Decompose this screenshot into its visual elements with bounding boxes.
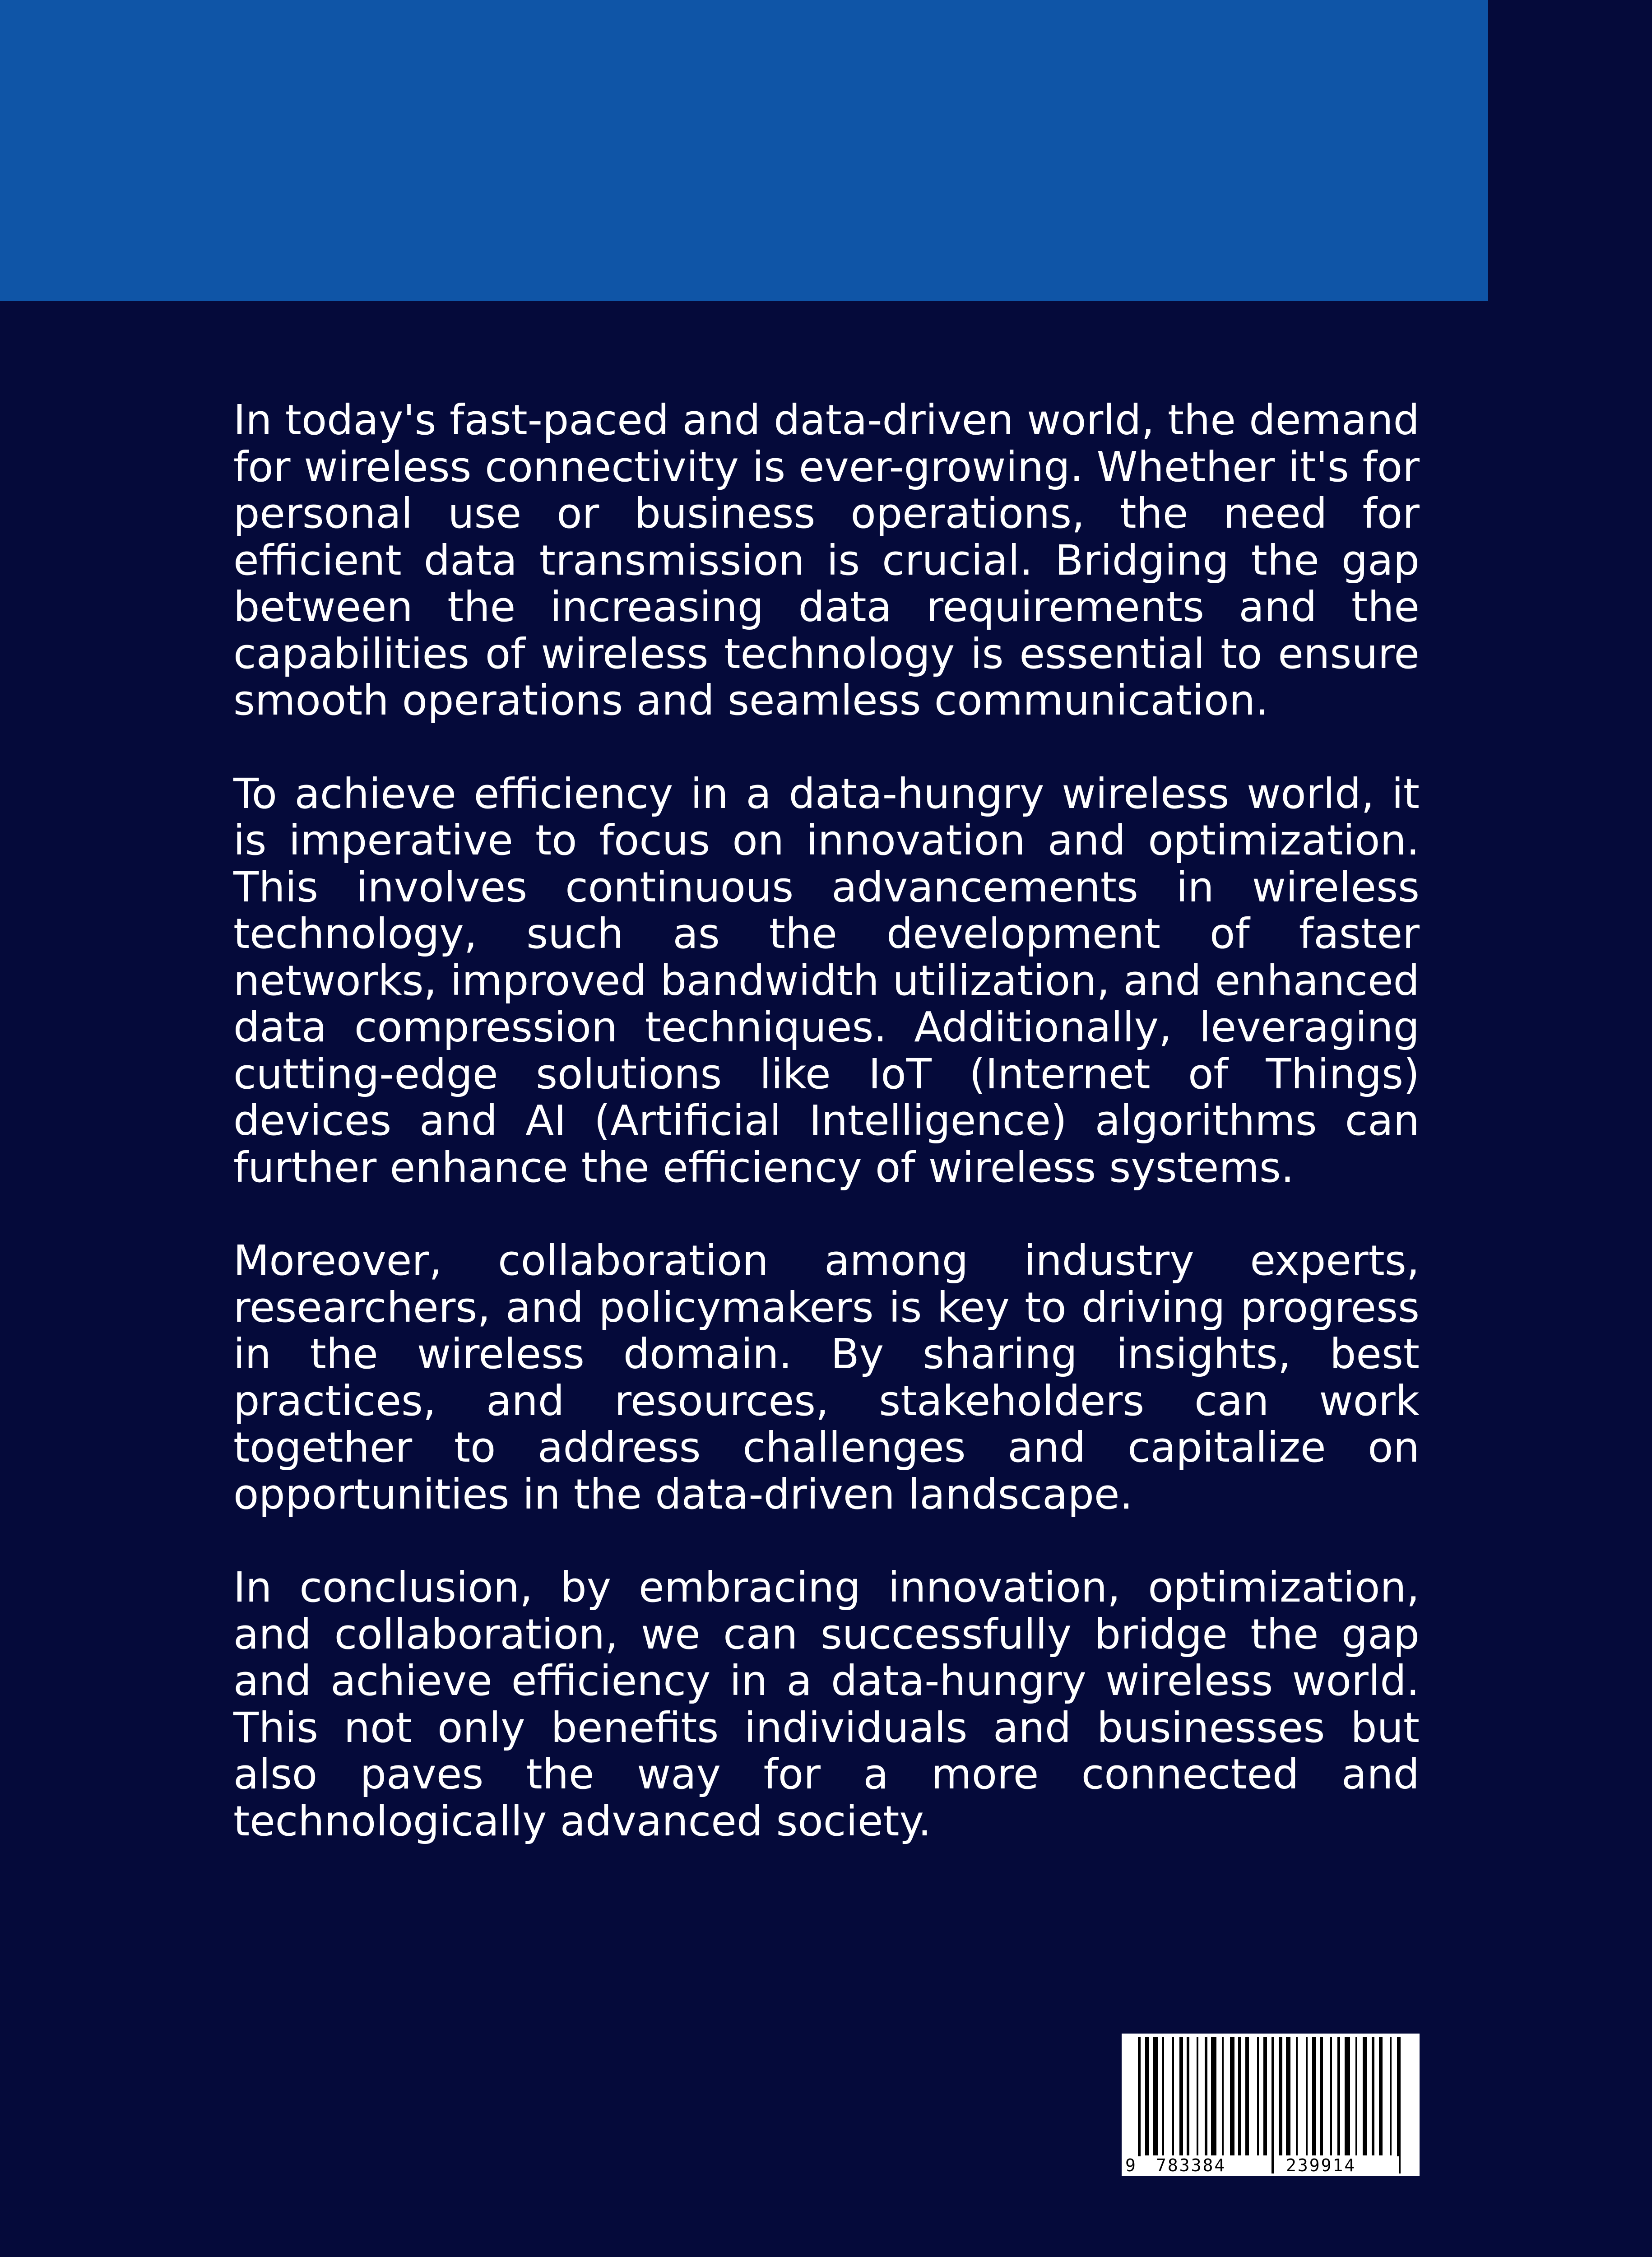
barcode-right-digits: 239914 (1286, 2156, 1399, 2174)
barcode-bar (1390, 2037, 1392, 2155)
description-paragraph-4: In conclusion, by embracing innovation, optimization, and collaboration, we can successfully bridge the gap and achieve efficiency in a data-hungry wireless world. This not only benefits individuals and businesses but also paves the way for a more connected and technologically advanced society. (233, 1563, 1420, 1845)
barcode-lead-digit: 9 (1125, 2156, 1141, 2174)
barcode-bar (1330, 2037, 1332, 2155)
barcode-bar (1271, 2037, 1274, 2173)
barcode-bar (1306, 2037, 1308, 2155)
description-paragraph-1: In today's fast-paced and data-driven world, the demand for wireless connectivity is ever-growing. Whether it's for personal use or business operations, the need for efficient data transmission is crucial. Bridging the gap between the increasing data requirements and the capabilities of wireless technology is essential to ensure smooth operations and seamless communication. (233, 396, 1420, 724)
barcode-bar (1296, 2037, 1298, 2155)
barcode-bar (1222, 2037, 1224, 2155)
barcode-bar (1197, 2037, 1198, 2155)
barcode-bar (1153, 2037, 1158, 2155)
barcode-bar (1372, 2037, 1374, 2155)
barcode-bar (1355, 2037, 1357, 2155)
barcode-bar (1145, 2037, 1149, 2155)
barcode-bar (1363, 2037, 1367, 2155)
barcode-bar (1397, 2037, 1401, 2173)
barcode-bar (1257, 2037, 1259, 2155)
barcode-bar (1179, 2037, 1183, 2155)
barcode-bar (1230, 2037, 1234, 2155)
barcode-bar (1279, 2037, 1282, 2155)
back-cover-description (233, 397, 1420, 1891)
barcode-bar (1286, 2037, 1290, 2155)
barcode-bar (1172, 2037, 1174, 2155)
barcode-bar (1238, 2037, 1241, 2155)
top-color-band (0, 0, 1488, 301)
barcode-bar (1245, 2037, 1249, 2155)
barcode-bar (1205, 2037, 1207, 2155)
description-paragraph-2: To achieve efficiency in a data-hungry wireless world, it is imperative to focus on innovation and optimization. This involves continuous advancements in wireless technology, such as the development of faster networks, improved bandwidth utilization, and enhanced data compression techniques. Additionally, leveraging cutting-edge solutions like IoT (Internet of Things) devices and AI (Artificial Intelligence) algorithms can further enhance the efficiency of wireless systems. (233, 769, 1420, 1192)
isbn-barcode (1122, 2034, 1420, 2176)
barcode-bar (1312, 2037, 1316, 2155)
barcode-left-digits: 783384 (1156, 2156, 1269, 2174)
description-paragraph-3: Moreover, collaboration among industry experts, researchers, and policymakers is key to driving progress in the wireless domain. By sharing insights, best practices, and resources, stakeholders can work together to address challenges and capitalize on opportunities in the data-driven landscape. (233, 1236, 1420, 1519)
barcode-bars-icon (1122, 2034, 1420, 2176)
barcode-bar (1379, 2037, 1383, 2155)
barcode-bar (1320, 2037, 1323, 2155)
barcode-bar (1211, 2037, 1216, 2155)
barcode-bar (1162, 2037, 1164, 2155)
barcode-bar (1345, 2037, 1350, 2155)
barcode-bar (1263, 2037, 1267, 2155)
barcode-bar (1138, 2037, 1141, 2173)
barcode-bar (1337, 2037, 1340, 2155)
barcode-bar (1187, 2037, 1189, 2155)
